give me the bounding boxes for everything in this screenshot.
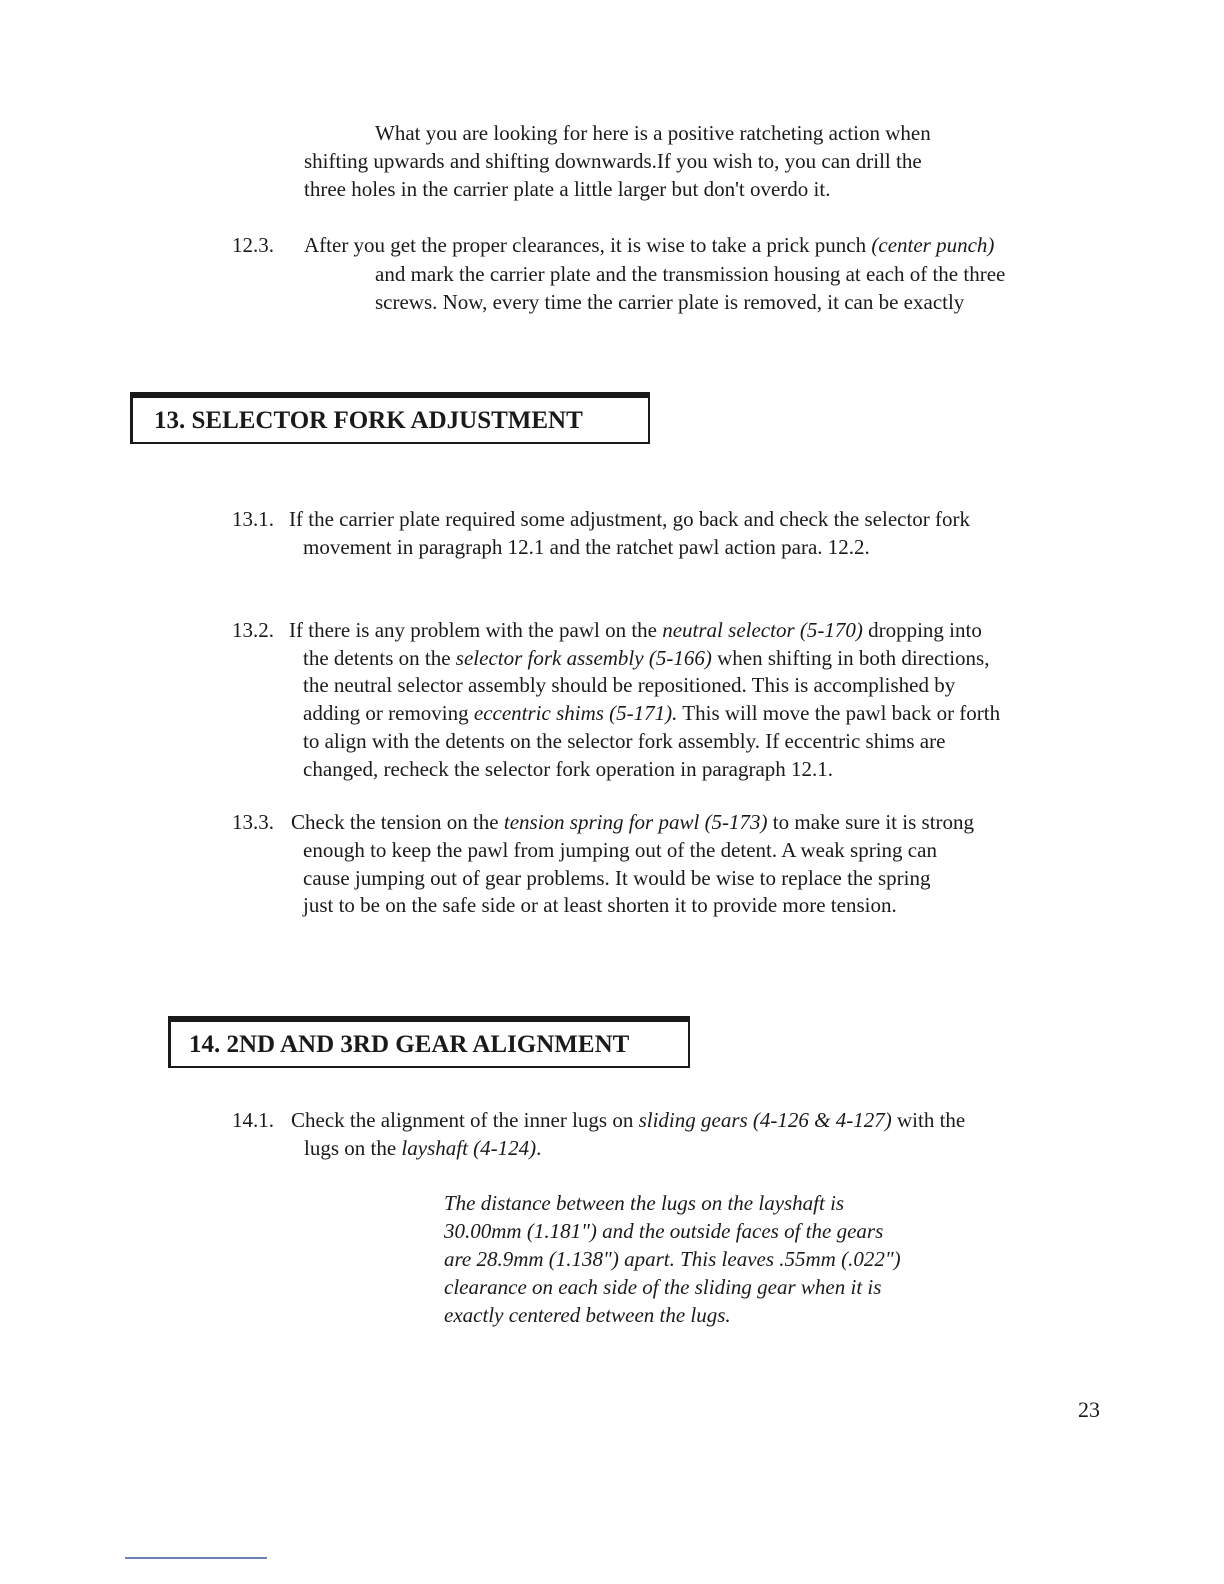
paragraph-number: 12.3. [232,233,274,257]
p12-3-line-1: After you get the proper clearances, it is wise to take a prick punch (center punch) [304,233,995,257]
note-line-1: The distance between the lugs on the layshaft is [444,1191,845,1215]
p13-2-line-4: adding or removing eccentric shims (5-171). This will move the pawl back or forth [303,701,1001,725]
p14-1-line-1: Check the alignment of the inner lugs on sliding gears (4-126 & 4-127) with the [291,1108,966,1132]
paragraph-12-3 [232,231,1092,321]
p13-2-line-3: the neutral selector assembly should be repositioned. This is accomplished by [303,673,956,697]
p13-1-line-1: If the carrier plate required some adjustment, go back and check the selector fork [289,507,971,531]
page-number: 23 [1078,1397,1100,1422]
p13-3-line-2: enough to keep the pawl from jumping out of the detent. A weak spring can [303,838,937,862]
p13-3-line-4: just to be on the safe side or at least shorten it to provide more tension. [303,893,897,917]
p13-2-line-1: If there is any problem with the pawl on the neutral selector (5-170) dropping into [289,618,982,642]
alignment-note [444,1189,901,1329]
section-13-title: 13. SELECTOR FORK ADJUSTMENT [154,407,583,434]
p14-1-line-2: lugs on the layshaft (4-124). [304,1136,542,1160]
intro-line-2: shifting upwards and shifting downwards.If you wish to, you can drill the [304,149,922,173]
paragraph-number: 14.1. [232,1108,274,1132]
paragraph-13-1 [232,505,1092,565]
p13-2-line-5: to align with the detents on the selector fork assembly. If eccentric shims are [303,729,946,753]
p12-3-line-2: and mark the carrier plate and the transmission housing at each of the three [375,262,1006,286]
p13-2-line-2: the detents on the selector fork assembly (5-166) when shifting in both directions, [303,646,990,670]
p13-1-line-2: movement in paragraph 12.1 and the ratchet pawl action para. 12.2. [303,535,870,559]
note-line-2: 30.00mm (1.181") and the outside faces of the gears [444,1219,884,1243]
intro-line-1: What you are looking for here is a positive ratcheting action when [375,121,931,145]
note-line-5: exactly centered between the lugs. [444,1303,731,1327]
footnote-divider [125,1557,267,1559]
note-line-3: are 28.9mm (1.138") apart. This leaves .55mm (.022") [444,1247,901,1271]
paragraph-number: 13.2. [232,618,274,642]
paragraph-number: 13.3. [232,810,274,834]
section-13-header [130,392,650,444]
p12-3-line-3: screws. Now, every time the carrier plate is removed, it can be exactly [375,290,965,314]
intro-paragraph [304,119,931,203]
intro-line-3: three holes in the carrier plate a little larger but don't overdo it. [304,177,831,201]
note-line-4: clearance on each side of the sliding gear when it is [444,1275,882,1299]
paragraph-14-1 [232,1106,1092,1166]
p13-3-line-3: cause jumping out of gear problems. It would be wise to replace the spring [303,866,931,890]
paragraph-13-3 [232,808,1092,924]
p13-2-line-6: changed, recheck the selector fork operation in paragraph 12.1. [303,757,834,781]
paragraph-number: 13.1. [232,507,274,531]
p13-3-line-1: Check the tension on the tension spring for pawl (5-173) to make sure it is strong [291,810,975,834]
paragraph-13-2 [232,616,1092,788]
section-14-title: 14. 2ND AND 3RD GEAR ALIGNMENT [189,1031,630,1058]
section-14-header [168,1016,690,1068]
